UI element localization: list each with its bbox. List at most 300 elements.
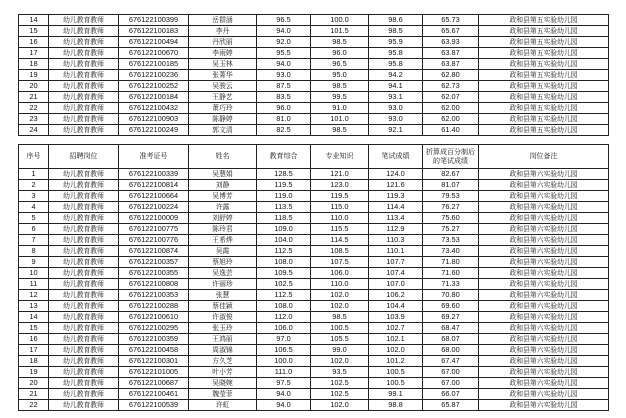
cell-job: 幼儿教育教师 bbox=[49, 48, 119, 59]
cell-percent-score: 79.53 bbox=[423, 191, 479, 202]
cell-note: 政和县第六实验幼儿园 bbox=[479, 180, 609, 191]
cell-professional-score: 96.5 bbox=[311, 59, 369, 70]
cell-name: 吴慧娟 bbox=[189, 169, 257, 180]
cell-written-score: 95.8 bbox=[369, 59, 423, 70]
table-row bbox=[19, 290, 609, 301]
header-note: 岗位备注 bbox=[479, 145, 609, 169]
cell-percent-score: 75.60 bbox=[423, 213, 479, 224]
cell-seq: 20 bbox=[19, 378, 49, 389]
cell-name: 岳群涵 bbox=[189, 15, 257, 26]
cell-exam-number: 676122100610 bbox=[119, 312, 189, 323]
cell-note: 政和县第六实验幼儿园 bbox=[479, 169, 609, 180]
cell-exam-number: 676122100249 bbox=[119, 125, 189, 136]
cell-note: 政和县第五实验幼儿园 bbox=[479, 59, 609, 70]
results-table-body bbox=[19, 15, 609, 136]
cell-education-score: 111.0 bbox=[257, 367, 311, 378]
cell-seq: 17 bbox=[19, 48, 49, 59]
cell-percent-score: 63.93 bbox=[423, 37, 479, 48]
cell-professional-score: 102.5 bbox=[311, 389, 369, 400]
cell-exam-number: 676122100687 bbox=[119, 378, 189, 389]
table-row bbox=[19, 202, 609, 213]
cell-education-score: 82.5 bbox=[257, 125, 311, 136]
cell-written-score: 119.3 bbox=[369, 191, 423, 202]
results-table-body bbox=[19, 169, 609, 411]
table-row bbox=[19, 70, 609, 81]
cell-education-score: 93.0 bbox=[257, 70, 311, 81]
cell-seq: 15 bbox=[19, 26, 49, 37]
table-row bbox=[19, 378, 609, 389]
cell-job: 幼儿教育教师 bbox=[49, 334, 119, 345]
cell-exam-number: 676122100432 bbox=[119, 103, 189, 114]
cell-education-score: 128.5 bbox=[257, 169, 311, 180]
cell-professional-score: 99.0 bbox=[311, 345, 369, 356]
table-row bbox=[19, 92, 609, 103]
cell-note: 政和县第六实验幼儿园 bbox=[479, 312, 609, 323]
table-row bbox=[19, 213, 609, 224]
cell-education-score: 95.5 bbox=[257, 48, 311, 59]
cell-job: 幼儿教育教师 bbox=[49, 312, 119, 323]
cell-percent-score: 81.07 bbox=[423, 180, 479, 191]
cell-percent-score: 65.67 bbox=[423, 26, 479, 37]
table-row bbox=[19, 334, 609, 345]
cell-exam-number: 676122100670 bbox=[119, 48, 189, 59]
cell-name: 王静艺 bbox=[189, 92, 257, 103]
cell-education-score: 97.0 bbox=[257, 334, 311, 345]
cell-exam-number: 676122100236 bbox=[119, 70, 189, 81]
cell-exam-number: 676122100808 bbox=[119, 279, 189, 290]
cell-job: 幼儿教育教师 bbox=[49, 323, 119, 334]
cell-note: 政和县第六实验幼儿园 bbox=[479, 202, 609, 213]
cell-seq: 16 bbox=[19, 37, 49, 48]
cell-education-score: 92.0 bbox=[257, 37, 311, 48]
cell-education-score: 108.0 bbox=[257, 257, 311, 268]
cell-written-score: 124.0 bbox=[369, 169, 423, 180]
cell-exam-number: 676122100903 bbox=[119, 114, 189, 125]
cell-name: 吴博芳 bbox=[189, 191, 257, 202]
cell-job: 幼儿教育教师 bbox=[49, 235, 119, 246]
cell-written-score: 121.6 bbox=[369, 180, 423, 191]
table-row bbox=[19, 103, 609, 114]
cell-percent-score: 70.80 bbox=[423, 290, 479, 301]
cell-education-score: 112.0 bbox=[257, 312, 311, 323]
table-row bbox=[19, 81, 609, 92]
cell-name: 蔡旭玲 bbox=[189, 257, 257, 268]
cell-name: 刘静 bbox=[189, 180, 257, 191]
cell-seq: 4 bbox=[19, 202, 49, 213]
header-education-score: 教育综合 bbox=[257, 145, 311, 169]
cell-written-score: 93.0 bbox=[369, 114, 423, 125]
cell-education-score: 96.5 bbox=[257, 15, 311, 26]
cell-name: 吴逸芸 bbox=[189, 268, 257, 279]
cell-note: 政和县第六实验幼儿园 bbox=[479, 389, 609, 400]
cell-written-score: 107.7 bbox=[369, 257, 423, 268]
cell-professional-score: 102.0 bbox=[311, 356, 369, 367]
cell-written-score: 102.7 bbox=[369, 323, 423, 334]
cell-exam-number: 676122100461 bbox=[119, 389, 189, 400]
cell-name: 刘舒婷 bbox=[189, 213, 257, 224]
cell-percent-score: 69.60 bbox=[423, 301, 479, 312]
cell-written-score: 98.6 bbox=[369, 15, 423, 26]
cell-exam-number: 676122100183 bbox=[119, 26, 189, 37]
cell-education-score: 118.5 bbox=[257, 213, 311, 224]
cell-name: 李丹 bbox=[189, 26, 257, 37]
cell-professional-score: 98.5 bbox=[311, 312, 369, 323]
cell-job: 幼儿教育教师 bbox=[49, 356, 119, 367]
cell-professional-score: 119.5 bbox=[311, 191, 369, 202]
cell-exam-number: 676122100185 bbox=[119, 59, 189, 70]
cell-seq: 12 bbox=[19, 290, 49, 301]
cell-written-score: 104.4 bbox=[369, 301, 423, 312]
cell-exam-number: 676122100775 bbox=[119, 224, 189, 235]
cell-name: 周淑锦 bbox=[189, 345, 257, 356]
cell-note: 政和县第五实验幼儿园 bbox=[479, 81, 609, 92]
cell-seq: 2 bbox=[19, 180, 49, 191]
cell-name: 许淑俊 bbox=[189, 312, 257, 323]
cell-seq: 8 bbox=[19, 246, 49, 257]
cell-professional-score: 98.5 bbox=[311, 37, 369, 48]
cell-job: 幼儿教育教师 bbox=[49, 224, 119, 235]
table-row bbox=[19, 312, 609, 323]
cell-exam-number: 676122100184 bbox=[119, 92, 189, 103]
cell-name: 张玉玲 bbox=[189, 323, 257, 334]
cell-note: 政和县第六实验幼儿园 bbox=[479, 257, 609, 268]
cell-education-score: 94.0 bbox=[257, 389, 311, 400]
cell-professional-score: 115.0 bbox=[311, 202, 369, 213]
cell-written-score: 99.1 bbox=[369, 389, 423, 400]
cell-written-score: 93.0 bbox=[369, 103, 423, 114]
cell-note: 政和县第五实验幼儿园 bbox=[479, 92, 609, 103]
cell-seq: 11 bbox=[19, 279, 49, 290]
cell-exam-number: 676122100339 bbox=[119, 169, 189, 180]
cell-seq: 7 bbox=[19, 235, 49, 246]
cell-exam-number: 676122100252 bbox=[119, 81, 189, 92]
cell-education-score: 119.0 bbox=[257, 191, 311, 202]
cell-professional-score: 121.0 bbox=[311, 169, 369, 180]
cell-written-score: 95.9 bbox=[369, 37, 423, 48]
cell-note: 政和县第六实验幼儿园 bbox=[479, 191, 609, 202]
cell-name: 方久芝 bbox=[189, 356, 257, 367]
cell-education-score: 112.5 bbox=[257, 246, 311, 257]
cell-job: 幼儿教育教师 bbox=[49, 191, 119, 202]
cell-professional-score: 110.0 bbox=[311, 213, 369, 224]
cell-percent-score: 71.33 bbox=[423, 279, 479, 290]
cell-exam-number: 676122100539 bbox=[119, 400, 189, 411]
cell-professional-score: 100.0 bbox=[311, 15, 369, 26]
cell-seq: 6 bbox=[19, 224, 49, 235]
cell-seq: 22 bbox=[19, 103, 49, 114]
cell-exam-number: 676122100494 bbox=[119, 37, 189, 48]
cell-written-score: 93.1 bbox=[369, 92, 423, 103]
cell-note: 政和县第六实验幼儿园 bbox=[479, 367, 609, 378]
cell-professional-score: 107.5 bbox=[311, 257, 369, 268]
cell-job: 幼儿教育教师 bbox=[49, 70, 119, 81]
cell-professional-score: 98.5 bbox=[311, 81, 369, 92]
table-row bbox=[19, 114, 609, 125]
cell-note: 政和县第五实验幼儿园 bbox=[479, 37, 609, 48]
cell-note: 政和县第六实验幼儿园 bbox=[479, 279, 609, 290]
cell-percent-score: 62.00 bbox=[423, 103, 479, 114]
cell-percent-score: 62.00 bbox=[423, 114, 479, 125]
cell-job: 幼儿教育教师 bbox=[49, 15, 119, 26]
header-written-score: 笔试成绩 bbox=[369, 145, 423, 169]
cell-professional-score: 99.5 bbox=[311, 92, 369, 103]
cell-percent-score: 65.73 bbox=[423, 15, 479, 26]
cell-percent-score: 65.87 bbox=[423, 400, 479, 411]
cell-seq: 19 bbox=[19, 367, 49, 378]
cell-written-score: 106.2 bbox=[369, 290, 423, 301]
cell-seq: 1 bbox=[19, 169, 49, 180]
cell-note: 政和县第六实验幼儿园 bbox=[479, 213, 609, 224]
cell-percent-score: 67.47 bbox=[423, 356, 479, 367]
cell-seq: 16 bbox=[19, 334, 49, 345]
cell-written-score: 113.4 bbox=[369, 213, 423, 224]
cell-exam-number: 676122100399 bbox=[119, 15, 189, 26]
cell-seq: 20 bbox=[19, 81, 49, 92]
cell-job: 幼儿教育教师 bbox=[49, 279, 119, 290]
cell-education-score: 83.5 bbox=[257, 92, 311, 103]
cell-note: 政和县第六实验幼儿园 bbox=[479, 235, 609, 246]
cell-exam-number: 676122100776 bbox=[119, 235, 189, 246]
cell-percent-score: 73.40 bbox=[423, 246, 479, 257]
cell-percent-score: 71.80 bbox=[423, 257, 479, 268]
cell-professional-score: 108.5 bbox=[311, 246, 369, 257]
header-professional-score: 专业知识 bbox=[311, 145, 369, 169]
cell-note: 政和县第六实验幼儿园 bbox=[479, 290, 609, 301]
cell-name: 魏莹菲 bbox=[189, 389, 257, 400]
cell-job: 幼儿教育教师 bbox=[49, 378, 119, 389]
table-row bbox=[19, 37, 609, 48]
table-row bbox=[19, 268, 609, 279]
header-percent-score: 折算成百分制后的笔试成绩 bbox=[423, 145, 479, 169]
cell-professional-score: 98.5 bbox=[311, 125, 369, 136]
cell-name: 许虹 bbox=[189, 400, 257, 411]
cell-percent-score: 71.60 bbox=[423, 268, 479, 279]
cell-job: 幼儿教育教师 bbox=[49, 290, 119, 301]
cell-professional-score: 102.5 bbox=[311, 378, 369, 389]
cell-note: 政和县第六实验幼儿园 bbox=[479, 246, 609, 257]
cell-percent-score: 68.47 bbox=[423, 323, 479, 334]
table-row bbox=[19, 389, 609, 400]
cell-percent-score: 63.87 bbox=[423, 48, 479, 59]
header-name: 姓名 bbox=[189, 145, 257, 169]
cell-written-score: 102.0 bbox=[369, 345, 423, 356]
cell-name: 叶小芳 bbox=[189, 367, 257, 378]
table-row bbox=[19, 48, 609, 59]
cell-note: 政和县第六实验幼儿园 bbox=[479, 301, 609, 312]
cell-job: 幼儿教育教师 bbox=[49, 202, 119, 213]
cell-seq: 21 bbox=[19, 92, 49, 103]
table-row bbox=[19, 323, 609, 334]
cell-seq: 14 bbox=[19, 312, 49, 323]
cell-professional-score: 100.5 bbox=[311, 323, 369, 334]
table-row bbox=[19, 400, 609, 411]
cell-percent-score: 75.27 bbox=[423, 224, 479, 235]
cell-education-score: 104.0 bbox=[257, 235, 311, 246]
cell-job: 幼儿教育教师 bbox=[49, 125, 119, 136]
cell-note: 政和县第六实验幼儿园 bbox=[479, 334, 609, 345]
cell-percent-score: 76.27 bbox=[423, 202, 479, 213]
table-row bbox=[19, 59, 609, 70]
cell-written-score: 100.5 bbox=[369, 378, 423, 389]
cell-name: 吴玉林 bbox=[189, 59, 257, 70]
cell-education-score: 106.5 bbox=[257, 345, 311, 356]
cell-job: 幼儿教育教师 bbox=[49, 26, 119, 37]
cell-written-score: 94.1 bbox=[369, 81, 423, 92]
cell-job: 幼儿教育教师 bbox=[49, 59, 119, 70]
cell-job: 幼儿教育教师 bbox=[49, 37, 119, 48]
cell-education-score: 102.5 bbox=[257, 279, 311, 290]
cell-written-score: 98.5 bbox=[369, 26, 423, 37]
cell-written-score: 110.3 bbox=[369, 235, 423, 246]
cell-percent-score: 66.07 bbox=[423, 389, 479, 400]
cell-job: 幼儿教育教师 bbox=[49, 114, 119, 125]
cell-percent-score: 62.80 bbox=[423, 70, 479, 81]
cell-seq: 3 bbox=[19, 191, 49, 202]
cell-seq: 18 bbox=[19, 356, 49, 367]
cell-note: 政和县第五实验幼儿园 bbox=[479, 70, 609, 81]
cell-seq: 19 bbox=[19, 70, 49, 81]
cell-seq: 9 bbox=[19, 257, 49, 268]
table-row bbox=[19, 235, 609, 246]
cell-professional-score: 115.5 bbox=[311, 224, 369, 235]
cell-job: 幼儿教育教师 bbox=[49, 268, 119, 279]
cell-exam-number: 676122100301 bbox=[119, 356, 189, 367]
cell-written-score: 114.4 bbox=[369, 202, 423, 213]
cell-percent-score: 62.73 bbox=[423, 81, 479, 92]
cell-seq: 23 bbox=[19, 114, 49, 125]
cell-exam-number: 676122100295 bbox=[119, 323, 189, 334]
cell-education-score: 109.5 bbox=[257, 268, 311, 279]
cell-exam-number: 676122100874 bbox=[119, 246, 189, 257]
cell-seq: 15 bbox=[19, 323, 49, 334]
cell-professional-score: 105.5 bbox=[311, 334, 369, 345]
cell-education-score: 100.0 bbox=[257, 356, 311, 367]
cell-written-score: 98.8 bbox=[369, 400, 423, 411]
cell-note: 政和县第六实验幼儿园 bbox=[479, 356, 609, 367]
cell-education-score: 87.5 bbox=[257, 81, 311, 92]
cell-seq: 13 bbox=[19, 301, 49, 312]
cell-job: 幼儿教育教师 bbox=[49, 180, 119, 191]
cell-job: 幼儿教育教师 bbox=[49, 389, 119, 400]
table-row bbox=[19, 125, 609, 136]
cell-professional-score: 95.0 bbox=[311, 70, 369, 81]
cell-note: 政和县第五实验幼儿园 bbox=[479, 48, 609, 59]
cell-job: 幼儿教育教师 bbox=[49, 257, 119, 268]
header-job: 招聘岗位 bbox=[49, 145, 119, 169]
cell-exam-number: 676122100357 bbox=[119, 257, 189, 268]
cell-name: 李雨婷 bbox=[189, 48, 257, 59]
cell-job: 幼儿教育教师 bbox=[49, 213, 119, 224]
cell-name: 吴晓婉 bbox=[189, 378, 257, 389]
cell-note: 政和县第六实验幼儿园 bbox=[479, 268, 609, 279]
table-row bbox=[19, 26, 609, 37]
cell-education-score: 97.5 bbox=[257, 378, 311, 389]
table-row bbox=[19, 345, 609, 356]
cell-education-score: 108.0 bbox=[257, 301, 311, 312]
cell-percent-score: 82.67 bbox=[423, 169, 479, 180]
cell-exam-number: 676122100458 bbox=[119, 345, 189, 356]
table-row bbox=[19, 356, 609, 367]
cell-professional-score: 106.0 bbox=[311, 268, 369, 279]
table-row bbox=[19, 257, 609, 268]
table-row bbox=[19, 301, 609, 312]
cell-note: 政和县第六实验幼儿园 bbox=[479, 323, 609, 334]
cell-education-score: 112.5 bbox=[257, 290, 311, 301]
cell-professional-score: 114.5 bbox=[311, 235, 369, 246]
table-row bbox=[19, 224, 609, 235]
cell-percent-score: 69.27 bbox=[423, 312, 479, 323]
cell-seq: 21 bbox=[19, 389, 49, 400]
cell-percent-score: 63.87 bbox=[423, 59, 479, 70]
cell-professional-score: 102.0 bbox=[311, 301, 369, 312]
cell-professional-score: 96.0 bbox=[311, 48, 369, 59]
header-row bbox=[19, 145, 609, 169]
table-row bbox=[19, 279, 609, 290]
cell-name: 张慧 bbox=[189, 290, 257, 301]
cell-exam-number: 676122101005 bbox=[119, 367, 189, 378]
cell-professional-score: 101.5 bbox=[311, 26, 369, 37]
cell-education-score: 106.0 bbox=[257, 323, 311, 334]
cell-education-score: 94.0 bbox=[257, 400, 311, 411]
cell-professional-score: 102.0 bbox=[311, 400, 369, 411]
cell-education-score: 96.0 bbox=[257, 103, 311, 114]
cell-name: 王希烨 bbox=[189, 235, 257, 246]
cell-job: 幼儿教育教师 bbox=[49, 169, 119, 180]
header-exam-number: 准考证号 bbox=[119, 145, 189, 169]
cell-education-score: 94.0 bbox=[257, 26, 311, 37]
results-table-sixth-kindergarten bbox=[18, 144, 609, 411]
cell-education-score: 119.5 bbox=[257, 180, 311, 191]
cell-exam-number: 676122100353 bbox=[119, 290, 189, 301]
table-row bbox=[19, 367, 609, 378]
cell-name: 萧巧玲 bbox=[189, 103, 257, 114]
cell-job: 幼儿教育教师 bbox=[49, 301, 119, 312]
cell-note: 政和县第五实验幼儿园 bbox=[479, 125, 609, 136]
cell-percent-score: 61.40 bbox=[423, 125, 479, 136]
cell-professional-score: 102.0 bbox=[311, 290, 369, 301]
cell-name: 许丽珍 bbox=[189, 279, 257, 290]
cell-job: 幼儿教育教师 bbox=[49, 103, 119, 114]
results-table-fifth-kindergarten bbox=[18, 14, 609, 136]
cell-written-score: 107.0 bbox=[369, 279, 423, 290]
cell-percent-score: 73.53 bbox=[423, 235, 479, 246]
cell-exam-number: 676122100288 bbox=[119, 301, 189, 312]
cell-seq: 5 bbox=[19, 213, 49, 224]
cell-job: 幼儿教育教师 bbox=[49, 246, 119, 257]
cell-note: 政和县第六实验幼儿园 bbox=[479, 224, 609, 235]
cell-name: 许露 bbox=[189, 202, 257, 213]
cell-name: 吴霞 bbox=[189, 246, 257, 257]
table-row bbox=[19, 180, 609, 191]
cell-note: 政和县第五实验幼儿园 bbox=[479, 114, 609, 125]
cell-professional-score: 110.0 bbox=[311, 279, 369, 290]
cell-professional-score: 91.0 bbox=[311, 103, 369, 114]
cell-name: 丹欣丽 bbox=[189, 37, 257, 48]
cell-percent-score: 68.07 bbox=[423, 334, 479, 345]
cell-percent-score: 67.00 bbox=[423, 367, 479, 378]
cell-note: 政和县第五实验幼儿园 bbox=[479, 15, 609, 26]
cell-name: 王鸿丽 bbox=[189, 334, 257, 345]
cell-seq: 18 bbox=[19, 59, 49, 70]
cell-seq: 17 bbox=[19, 345, 49, 356]
cell-percent-score: 62.07 bbox=[423, 92, 479, 103]
cell-job: 幼儿教育教师 bbox=[49, 345, 119, 356]
cell-exam-number: 676122100359 bbox=[119, 334, 189, 345]
cell-professional-score: 93.5 bbox=[311, 367, 369, 378]
cell-job: 幼儿教育教师 bbox=[49, 92, 119, 103]
table-row bbox=[19, 169, 609, 180]
cell-professional-score: 101.0 bbox=[311, 114, 369, 125]
